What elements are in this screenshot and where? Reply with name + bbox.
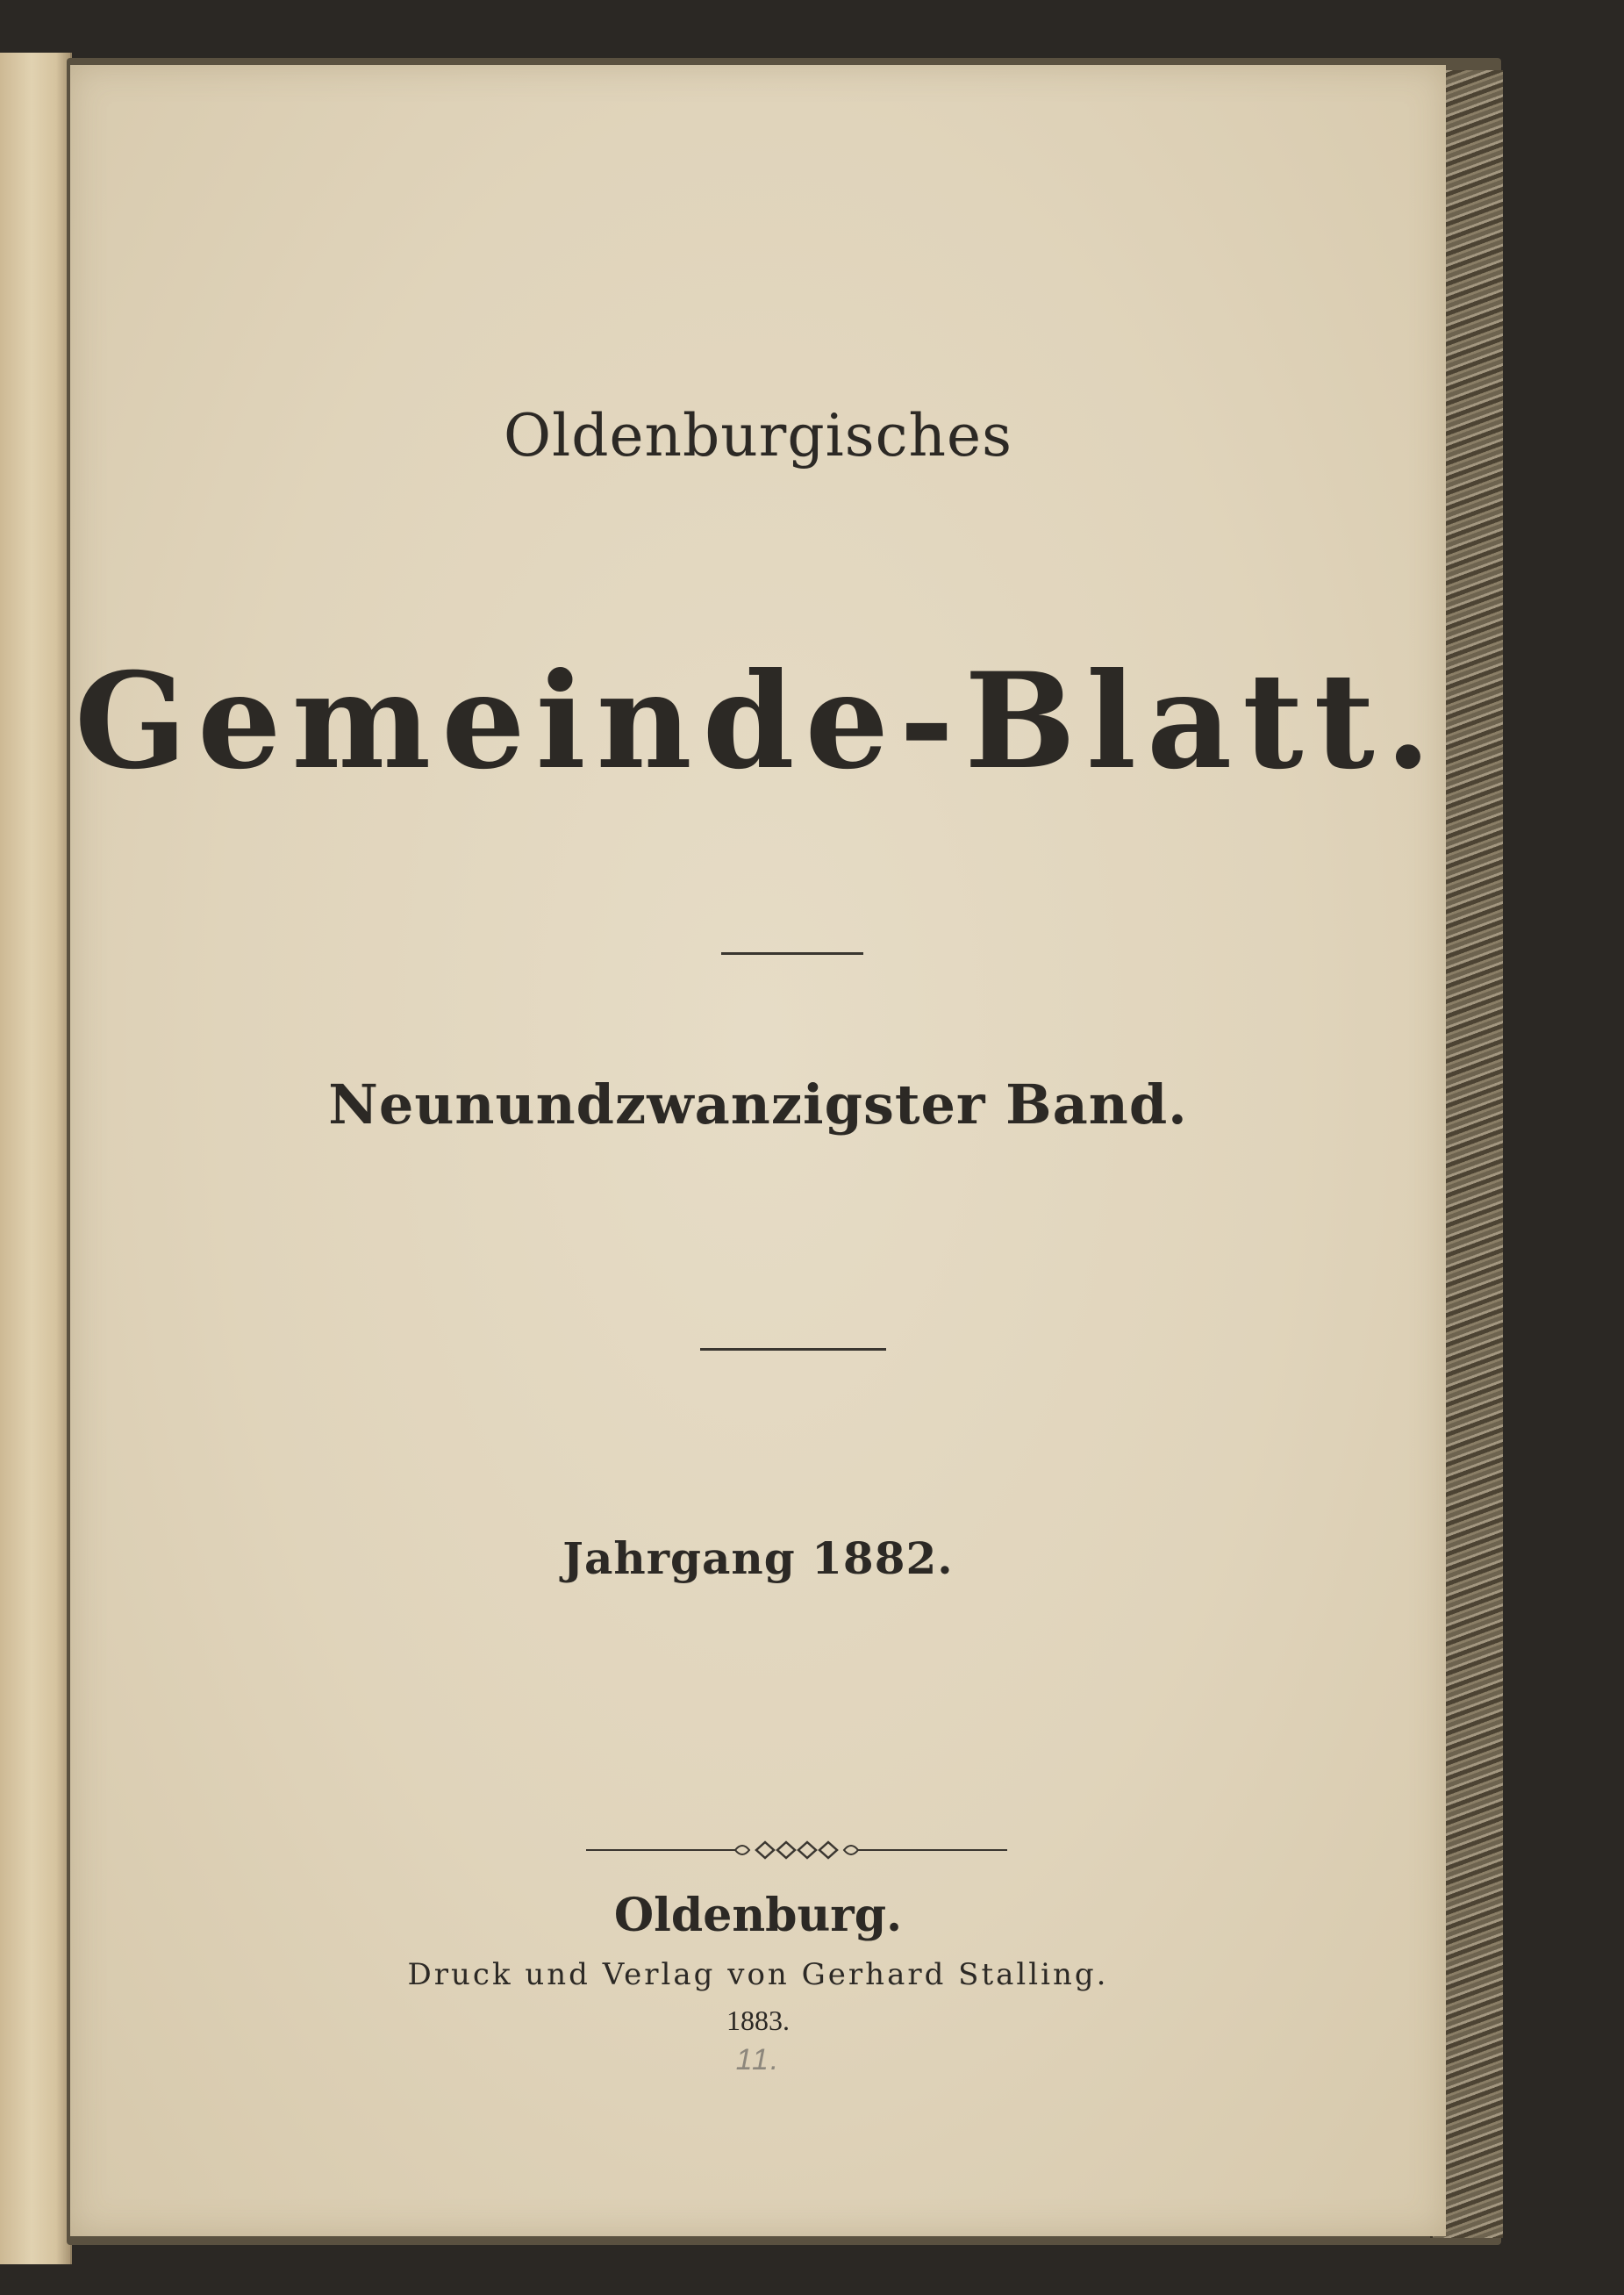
divider-rule-1 (721, 952, 863, 955)
publication-year: 1883. (726, 2005, 790, 2036)
place-of-publication: Oldenburg. (613, 1889, 903, 1942)
printer-line: Druck und Verlag von Gerhard Stalling. (407, 1957, 1109, 1992)
title-kicker: Oldenburgisches (504, 402, 1012, 470)
title-page (70, 65, 1446, 2236)
ornament-divider (586, 1834, 1007, 1866)
left-page-edge (0, 53, 72, 2264)
divider-rule-2 (700, 1348, 886, 1351)
pencil-annotation: 11. (735, 2043, 781, 2076)
main-title: Gemeinde-Blatt. (74, 644, 1442, 799)
year-label: Jahrgang 1882. (562, 1532, 954, 1584)
volume-label: Neunundzwanzigster Band. (328, 1072, 1188, 1137)
